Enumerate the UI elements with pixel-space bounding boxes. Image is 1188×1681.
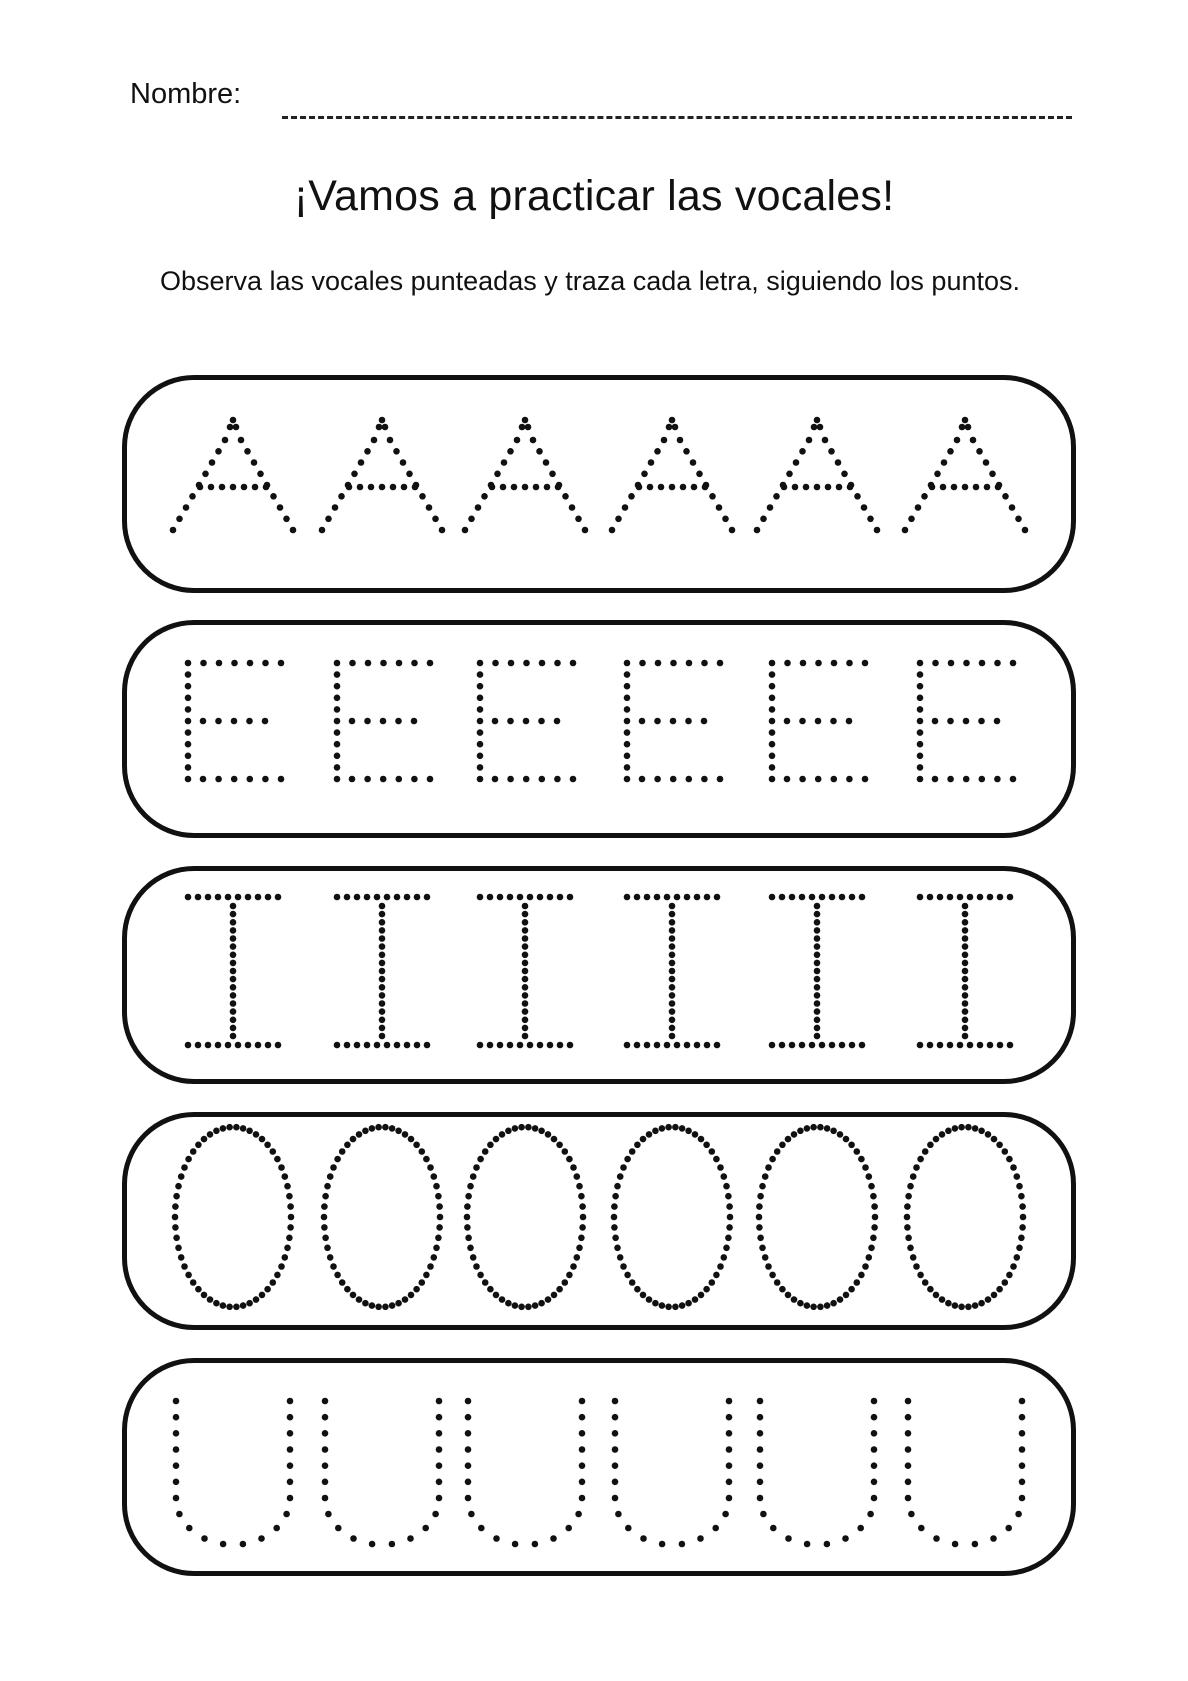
tracing-row-a: [122, 375, 1076, 593]
tracing-row-e: [122, 620, 1076, 838]
dotted-letter-e[interactable]: [477, 660, 577, 783]
tracing-row-i: [122, 866, 1076, 1084]
dotted-letter-a[interactable]: [902, 417, 1029, 534]
dotted-letter-i[interactable]: [185, 894, 282, 1049]
page-title: ¡Vamos a practicar las vocales!: [293, 172, 895, 220]
dotted-letter-u[interactable]: [905, 1398, 1026, 1548]
dotted-letter-i[interactable]: [769, 894, 866, 1049]
dotted-letter-i[interactable]: [917, 894, 1014, 1049]
dotted-letter-e[interactable]: [334, 660, 434, 783]
dotted-letter-i[interactable]: [624, 894, 721, 1049]
name-input[interactable]: [282, 98, 1076, 130]
dotted-letter-a[interactable]: [170, 417, 297, 534]
dotted-letter-u[interactable]: [322, 1398, 443, 1548]
dotted-letter-o[interactable]: [756, 1124, 879, 1310]
dotted-letter-o[interactable]: [611, 1124, 734, 1310]
dotted-letter-e[interactable]: [917, 660, 1017, 783]
dotted-letter-u[interactable]: [757, 1398, 878, 1548]
dotted-letter-a[interactable]: [754, 417, 881, 534]
dotted-letter-o[interactable]: [904, 1124, 1027, 1310]
dotted-letter-i[interactable]: [334, 894, 431, 1049]
dotted-letter-e[interactable]: [185, 660, 285, 783]
dotted-letter-o[interactable]: [172, 1124, 295, 1310]
name-field-row: [130, 78, 1080, 128]
tracing-row-o: [122, 1112, 1076, 1330]
dotted-letter-o[interactable]: [321, 1124, 444, 1310]
dotted-letter-u[interactable]: [173, 1398, 294, 1548]
dotted-letter-i[interactable]: [477, 894, 574, 1049]
dotted-letter-a[interactable]: [609, 417, 736, 534]
dotted-letter-u[interactable]: [612, 1398, 733, 1548]
dotted-letter-e[interactable]: [624, 660, 724, 783]
dotted-letter-a[interactable]: [462, 417, 589, 534]
instructions-text: Observa las vocales punteadas y traza cada letra, siguiendo los puntos.: [159, 266, 1020, 296]
tracing-row-u: [122, 1358, 1076, 1576]
dotted-letter-e[interactable]: [769, 660, 869, 783]
dotted-letter-a[interactable]: [319, 417, 446, 534]
dotted-letter-u[interactable]: [465, 1398, 586, 1548]
dotted-letter-o[interactable]: [464, 1124, 587, 1310]
name-label: Nombre:: [130, 78, 242, 110]
